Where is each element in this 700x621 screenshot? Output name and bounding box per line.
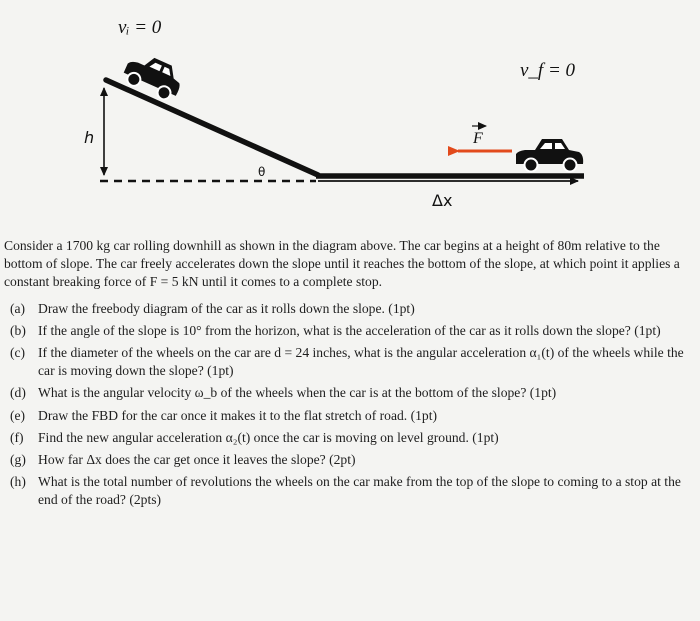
- question-b: [4, 322, 692, 340]
- car-on-slope-icon: [120, 49, 186, 104]
- question-c: [4, 344, 692, 380]
- question-text: If the diameter of the wheels on the car are d = 24 inches, what is the angular acceleration α₁(t) of the wheels while the car is moving down the slope? (1pt): [38, 345, 684, 379]
- question-number: (a): [10, 300, 26, 316]
- angle-label: θ: [258, 165, 266, 179]
- question-text: How far Δx does the car get once it leaves the slope? (2pt): [38, 452, 356, 468]
- question-f: [4, 429, 692, 447]
- problem-text: [4, 237, 692, 514]
- problem-intro: Consider a 1700 kg car rolling downhill as shown in the diagram above. The car begins at a height of 80m relative to the bottom of slope. The car freely accelerates down the slope until it reaches the bottom of the slope, at which point it applies a constant breaking force of F = 5 kN until it comes to a complete stop.: [4, 238, 680, 290]
- question-number: (f): [10, 429, 24, 445]
- question-text: What is the angular velocity ω_b of the wheels when the car is at the bottom of the slope? (1pt): [38, 385, 557, 401]
- delta-x-label: Δx: [432, 191, 453, 210]
- question-list: [4, 300, 692, 510]
- question-e: [4, 407, 692, 425]
- question-number: (h): [10, 474, 26, 490]
- question-number: (d): [10, 385, 26, 401]
- final-velocity-label: v_f = 0: [520, 60, 576, 81]
- question-text: Draw the FBD for the car once it makes it to the flat stretch of road. (1pt): [38, 407, 437, 423]
- car-on-road-icon: [516, 139, 583, 172]
- initial-velocity-label: vᵢ = 0: [118, 17, 162, 38]
- question-number: (b): [10, 322, 26, 338]
- question-text: Draw the freebody diagram of the car as it rolls down the slope. (1pt): [38, 300, 415, 316]
- question-d: [4, 384, 692, 402]
- slope-line: [106, 80, 318, 175]
- question-text: If the angle of the slope is 10° from the horizon, what is the acceleration of the car as it rolls down the slope? (1pt): [38, 322, 661, 338]
- question-a: [4, 300, 692, 318]
- force-label: F: [473, 130, 483, 147]
- height-label: h: [84, 128, 95, 147]
- question-number: (c): [10, 345, 26, 361]
- question-h: [4, 473, 692, 509]
- question-text: What is the total number of revolutions the wheels on the car make from the top of the slope to coming to a stop at the end of the road? (2pts): [38, 474, 681, 508]
- question-number: (e): [10, 407, 26, 423]
- question-g: [4, 451, 692, 469]
- question-number: (g): [10, 452, 26, 468]
- physics-diagram: [0, 0, 700, 230]
- question-text: Find the new angular acceleration α₂(t) once the car is moving on level ground. (1pt): [38, 429, 499, 445]
